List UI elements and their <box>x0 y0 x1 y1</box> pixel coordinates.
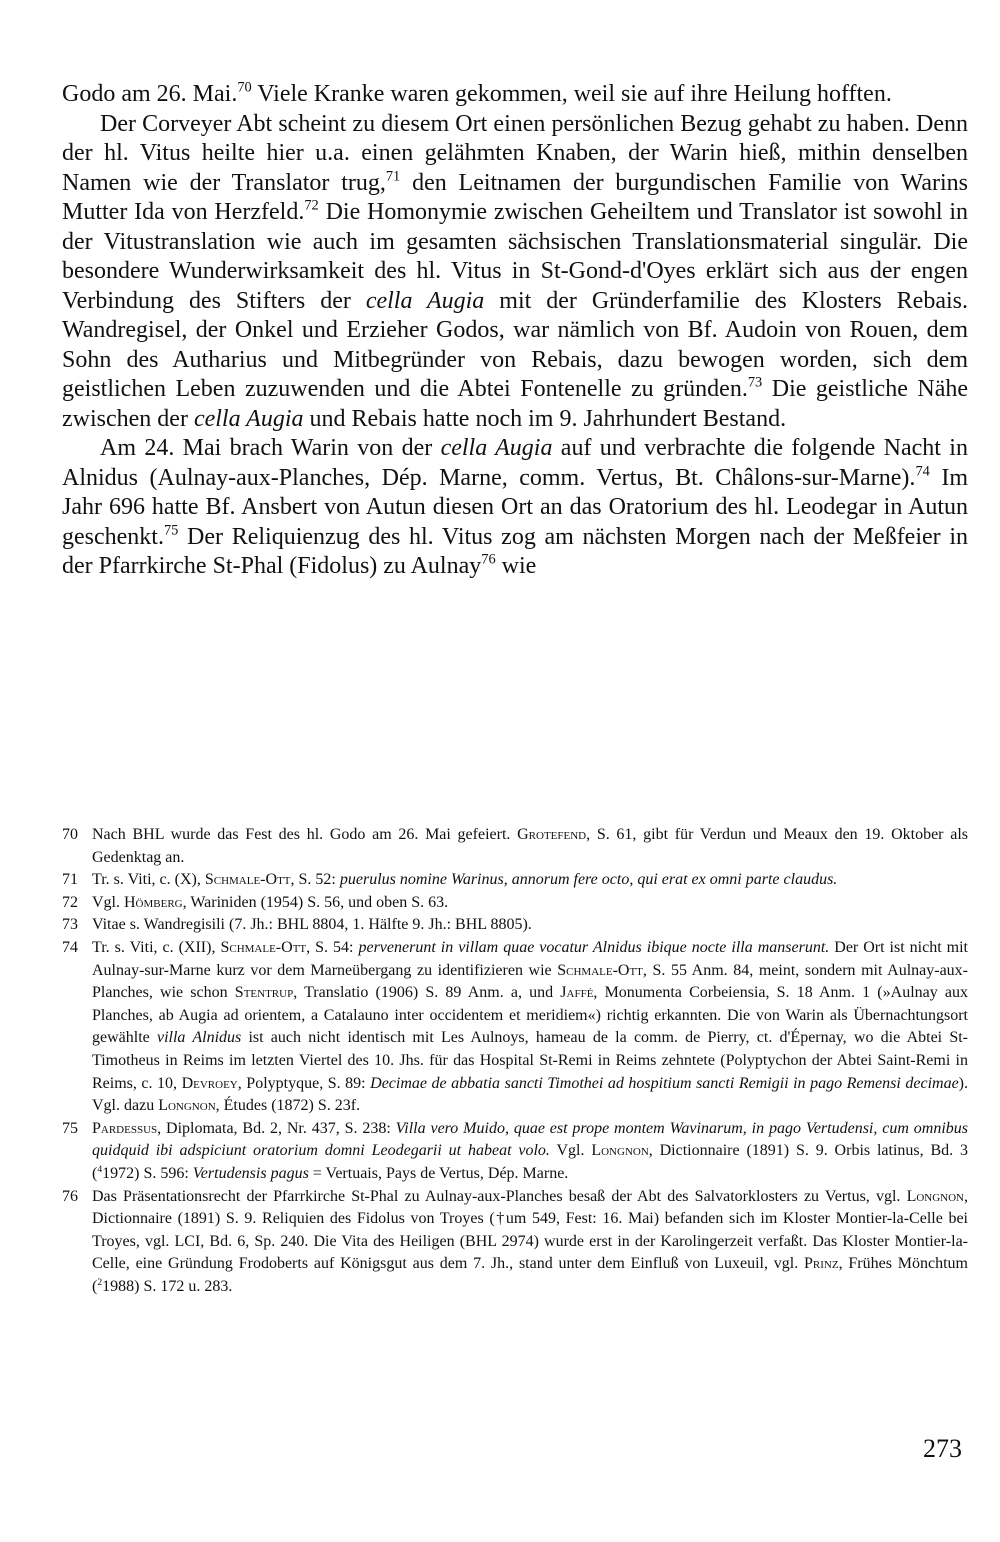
note-reference: 70 <box>237 79 252 96</box>
footnote-text <box>92 1186 968 1299</box>
footnote <box>62 824 968 869</box>
footnote-text <box>92 869 968 892</box>
text-run: Die geistliche Nähe zwischen der <box>62 376 969 432</box>
note-reference: 72 <box>304 197 319 214</box>
text-run: und Rebais hatte noch im 9. Jahrhundert Bestand. <box>303 405 787 432</box>
text-run: , Études (1872) S. 23f. <box>215 1097 361 1115</box>
text-run: , Polyptyque, S. 89: <box>237 1074 371 1092</box>
author-name: Pardessus <box>92 1119 158 1137</box>
text-run: Vgl. <box>92 893 124 911</box>
italic-text: puerulus nomine Warinus, annorum fere octo, qui erat ex omni parte claudus. <box>339 871 838 889</box>
author-name: Longnon <box>591 1142 649 1160</box>
note-reference: 2 <box>97 1276 103 1288</box>
author-name: Grotefend <box>517 826 587 843</box>
footnote-number: 73 <box>62 916 78 934</box>
footnote-text <box>92 1118 968 1186</box>
text-run: , S. 55 Anm. 84, meint, sondern mit Aulnay-aux-Planches, wie schon <box>92 961 969 1002</box>
footnote-text <box>92 892 968 915</box>
italic-text: cella Augia <box>440 435 553 461</box>
author-name: Devroey <box>181 1074 238 1092</box>
text-run: Der Ort ist nicht mit Aulnay-sur-Marne kurz vor dem Marneübergang zu identifizieren wie <box>92 938 968 979</box>
author-name: Stentrup <box>234 984 294 1002</box>
text-run: Im Jahr 696 hatte Bf. Ansbert von Autun diesen Ort an das Oratorium des hl. Leodegar in Autun geschenkt. <box>62 464 968 550</box>
text-run: auf und verbrachte die folgende Nacht in Alnidus (Aulnay-aux-Planches, Dép. Marne, comm. Vertus, Bt. Châlons-sur-Marne). <box>62 435 968 491</box>
text-run: , Dictionnaire (1891) S. 9. Orbis latinus, Bd. 3 ( <box>92 1142 969 1182</box>
text-run: , Monumenta Corbeiensia, S. 18 Anm. 1 (»Aulnay aux Planches, ab Augia ad orientem, a Catalauno inter occidentem et meridiem«) richtig erkannten. Die von Warin als Übernachtungsort gewählte <box>92 984 969 1047</box>
page-number: 273 <box>923 1434 962 1463</box>
footnote-text <box>92 937 968 1118</box>
author-name: Longnon <box>906 1187 964 1205</box>
text-run: Tr. s. Viti, c. (XII), <box>92 938 221 956</box>
text-run: Godo am 26. Mai. <box>62 81 238 107</box>
author-name: Schmale-Ott <box>557 961 643 979</box>
text-run: den Leitnamen der burgundischen Familie von Warins Mutter Ida von Herzfeld. <box>62 169 968 225</box>
text-run: Vgl. <box>549 1142 592 1160</box>
note-reference: 4 <box>97 1163 103 1175</box>
footnote <box>62 937 968 1118</box>
footnote <box>62 892 968 915</box>
text-run: , Wariniden (1954) S. 56, und oben S. 63. <box>182 893 449 911</box>
footnote <box>62 914 968 937</box>
text-run: ). Vgl. dazu <box>92 1074 968 1115</box>
footnote-number: 75 <box>62 1119 78 1137</box>
text-run: Vitae s. Wandregisili (7. Jh.: BHL 8804, 1. Hälfte 9. Jh.: BHL 8805). <box>92 916 532 934</box>
italic-text: cella Augia <box>365 287 485 314</box>
footnote-number: 70 <box>62 826 78 843</box>
footnote <box>62 869 968 892</box>
italic-text: Vertudensis pagus <box>192 1164 309 1182</box>
note-reference: 73 <box>747 374 763 391</box>
text-run: , S. 54: <box>306 938 359 956</box>
footnote-text <box>92 914 968 937</box>
italic-text: cella Augia <box>193 405 304 432</box>
footnote-text <box>92 824 968 869</box>
italic-text: pervenerunt in villam quae vocatur Alnidus ibique nocte illa manserunt. <box>358 938 830 956</box>
text-run: = Vertuais, Pays de Vertus, Dép. Marne. <box>308 1164 569 1182</box>
author-name: Schmale-Ott <box>204 871 291 889</box>
text-run: wie <box>495 553 537 579</box>
note-reference: 71 <box>385 168 401 185</box>
footnote-number: 71 <box>62 871 78 889</box>
main-text <box>62 80 968 582</box>
italic-text: Villa vero Muido, quae est prope montem Wavinarum, in pago Vertudensi, cum omnibus quidquid ibi adspiciunt oratorium domni Leodegarii ut habeat volo. <box>92 1119 968 1160</box>
text-run: , Dictionnaire (1891) S. 9. Reliquien des Fidolus von Troyes (†um 549, Fest: 16. Mai) befanden sich im Kloster Montier-la-Celle bei Troyes, vgl. LCI, Bd. 6, Sp. 240. Die Vita des Heiligen (BHL 2974) wurde erst in der Karolingerzeit verfaßt. Das Kloster Montier-la-Celle, eine Gründung Frodoberts auf Königsgut aus dem 7. Jh., stand unter dem Einfluß von Luxeuil, vgl. <box>92 1187 968 1273</box>
footnote <box>62 1118 968 1186</box>
text-run: Der Reliquienzug des hl. Vitus zog am nächsten Morgen nach der Meßfeier in der Pfarrkirche St-Phal (Fidolus) zu Aulnay <box>62 523 968 579</box>
footnote-number: 72 <box>62 893 78 911</box>
italic-text: villa Alnidus <box>156 1029 242 1047</box>
text-run: , Diplomata, Bd. 2, Nr. 437, S. 238: <box>157 1119 396 1137</box>
footnote <box>62 1186 968 1299</box>
text-run: 1972) S. 596: <box>102 1164 193 1182</box>
text-run: 1988) S. 172 u. 283. <box>102 1277 233 1295</box>
paragraph-3 <box>62 434 968 582</box>
author-name: Prinz <box>804 1255 839 1273</box>
text-run: Die Homonymie zwischen Geheiltem und Translator ist sowohl in der Vitustranslation wie auch im gesamten sächsischen Translationsmaterial singulär. Die besondere Wunderwirksamkeit des hl. Vitus in St-Gond-d'Oyes erklärt sich aus der engen Verbindung des Stifters der <box>62 199 969 314</box>
paragraph-2 <box>62 110 968 435</box>
text-run: Nach BHL wurde das Fest des hl. Godo am 26. Mai gefeiert. <box>92 826 518 843</box>
text-run: Das Präsentationsrecht der Pfarrkirche St-Phal zu Aulnay-aux-Planches besaß der Abt des Salvatorklosters zu Vertus, vgl. <box>92 1187 907 1205</box>
paragraph-1 <box>62 80 968 110</box>
text-run: , Frühes Mönchtum ( <box>92 1255 968 1295</box>
note-reference: 76 <box>481 551 496 568</box>
footnotes <box>62 824 968 1298</box>
author-name: Longnon <box>158 1097 216 1115</box>
note-reference: 75 <box>163 522 179 539</box>
footnote-number: 76 <box>62 1187 78 1205</box>
text-run: Am 24. Mai brach Warin von der <box>100 435 441 461</box>
text-run: Viele Kranke waren gekommen, weil sie auf ihre Heilung hofften. <box>251 81 892 107</box>
text-run: , S. 52: <box>290 871 340 889</box>
author-name: Schmale-Ott <box>220 938 307 956</box>
text-run: , S. 61, gibt für Verdun und Meaux den 19. Oktober als Gedenktag an. <box>92 826 968 866</box>
text-run: Der Corveyer Abt scheint zu diesem Ort einen persönlichen Bezug gehabt zu haben. Denn der hl. Vitus heilte hier u.a. einen gelähmten Knaben, der Warin hieß, mithin denselben Namen wie der Translator trug, <box>62 110 968 196</box>
footnote-number: 74 <box>62 938 78 956</box>
text-run: Tr. s. Viti, c. (X), <box>92 871 205 889</box>
italic-text: Decimae de abbatia sancti Timothei ad hospitium sancti Remigii in pago Remensi decimae <box>370 1074 959 1092</box>
text-run: , Translatio (1906) S. 89 Anm. a, und <box>293 984 561 1002</box>
text-run: mit der Gründerfamilie des Klosters Rebais. Wandregisel, der Onkel und Erzieher Godos, war nämlich von Bf. Audoin von Rouen, dem Sohn des Autharius und Mitbegründer von Rebais, dazu bewogen worden, sich dem geistlichen Leben zuzuwenden und die Abtei Fontenelle zu gründen. <box>62 287 968 402</box>
author-name: Hömberg <box>124 893 183 911</box>
text-run: ist auch nicht identisch mit Les Aulnoys, hameau de la comm. de Pierry, ct. d'Épernay, wo die Abtei St-Timotheus in Reims im letzten Viertel des 10. Jhs. für das Hospital St-Remi in Reims zehntete (Polyptychon der Abtei Saint-Remi in Reims, c. 10, <box>92 1029 969 1092</box>
note-reference: 74 <box>915 463 930 480</box>
author-name: Jaffé <box>560 984 594 1002</box>
